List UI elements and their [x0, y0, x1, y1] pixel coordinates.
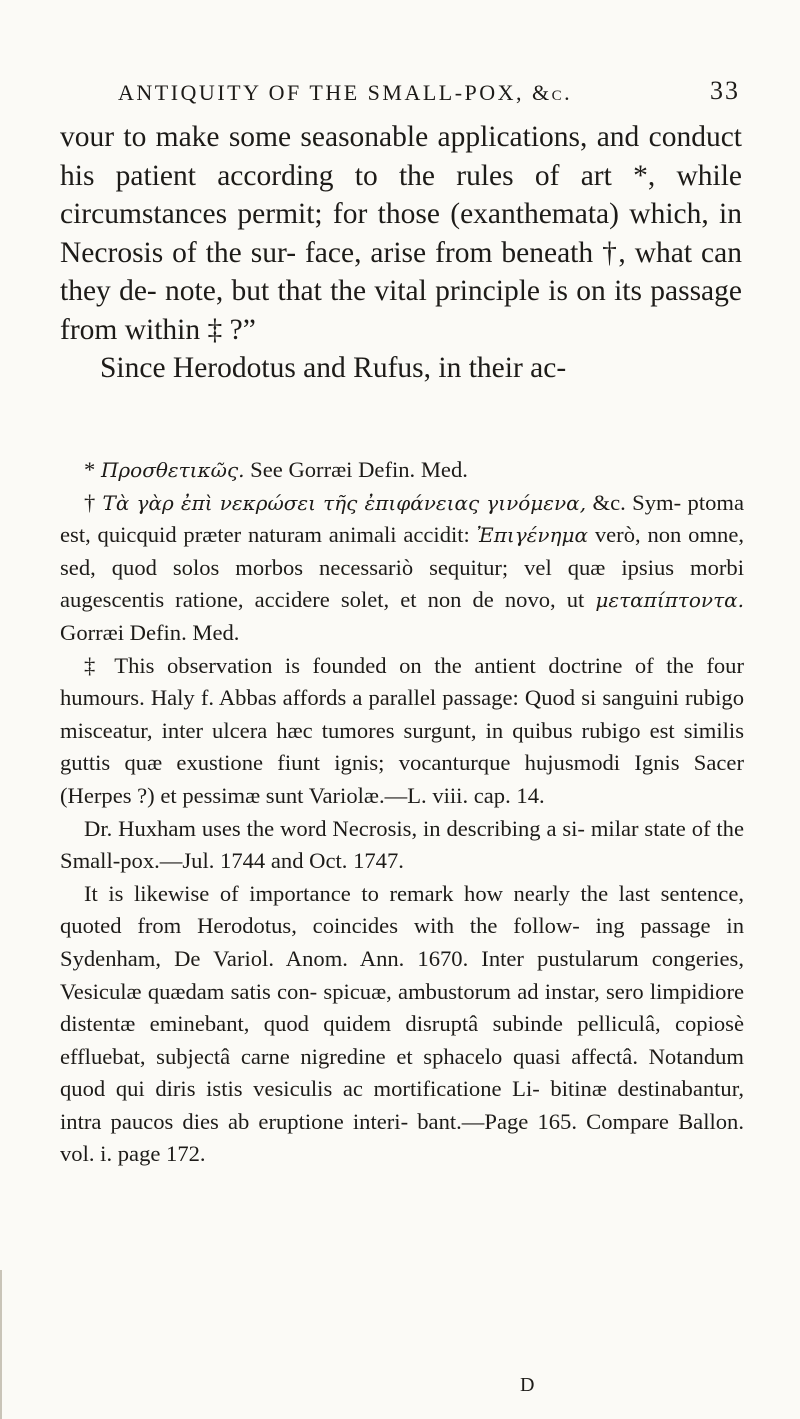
footnote-mark: *: [84, 457, 96, 482]
signature-mark: D: [520, 1374, 535, 1396]
footnote-mark: †: [84, 489, 97, 515]
greek-text: Τὰ γὰρ ἐπὶ νεκρώσει τῆς ἐπιφάνειας γινόμενα,: [102, 490, 587, 515]
binding-edge: [0, 1270, 2, 1419]
footnote: [60, 650, 744, 813]
body-paragraph: Since Herodotus and Rufus, in their ac-: [100, 352, 567, 384]
main-text: [60, 118, 742, 388]
footnotes: [60, 454, 744, 1171]
footnote-text: Gorræi Defin. Med.: [60, 619, 240, 645]
footnote-text: &c. Sym- ptoma est, quicquid præter naturam animali accidit:: [60, 489, 745, 548]
running-head-title: ANTIQUITY OF THE SMALL-POX, &c.: [118, 80, 573, 105]
greek-text: Προσθετικῶς.: [100, 458, 245, 482]
greek-text: Ἐπιγένημα: [476, 523, 589, 548]
greek-text: μεταπίπτοντα.: [595, 588, 744, 613]
page-number: 33: [710, 76, 740, 105]
running-head: [118, 72, 738, 112]
footnote-mark: ‡: [84, 652, 103, 678]
footnote-text: verò, non omne, sed, quod solos morbos necessariò sequitur; vel quæ ipsius morbi augescentis ratione, accidere solet, et non de novo, ut: [60, 522, 744, 613]
footnote: [60, 454, 744, 487]
footnote-text: This observation is founded on the antient doctrine of the four humours. Haly f. Abbas affords a parallel passage: Quod si sanguini rubigo misceatur, inter ulcera hæc tumores surgunt, in quibus rubigo est similis guttis quæ exustione fiunt ignis; vocanturque hujusmodi Ignis Sacer (Herpes ?) et pessimæ sunt Variolæ.—L. viii. cap. 14.: [60, 652, 744, 808]
footnote-text: See Gorræi Defin. Med.: [250, 457, 468, 482]
footnote: Dr. Huxham uses the word Necrosis, in describing a si- milar state of the Small-pox.—Jul. 1744 and Oct. 1747.: [60, 815, 744, 874]
body-paragraph: vour to make some seasonable applications, and conduct his patient according to the rules of art *, while circumstances permit; for those (exanthemata) which, in Necrosis of the sur- face, arise from beneath †, what can they de- note, but that the vital principle is on its passage from within ‡ ?”: [60, 121, 742, 346]
footnote: It is likewise of importance to remark how nearly the last sentence, quoted from Herodotus, coincides with the follow- ing passage in Sydenham, De Variol. Anom. Ann. 1670. Inter pustularum congeries, Vesiculæ quædam satis con- spicuæ, ambustorum ad instar, sero limpidiore distentæ eminebant, quod quidem disruptâ subinde pelliculâ, copiosè effluebat, subjectâ carne nigredine et sphacelo quasi affectâ. Notandum quod qui diris istis vesiculis ac mortificatione Li- bitinæ destinabantur, intra paucos dies ab eruptione interi- bant.—Page 165. Compare Ballon. vol. i. page 172.: [60, 880, 744, 1167]
footnote: [60, 487, 744, 650]
